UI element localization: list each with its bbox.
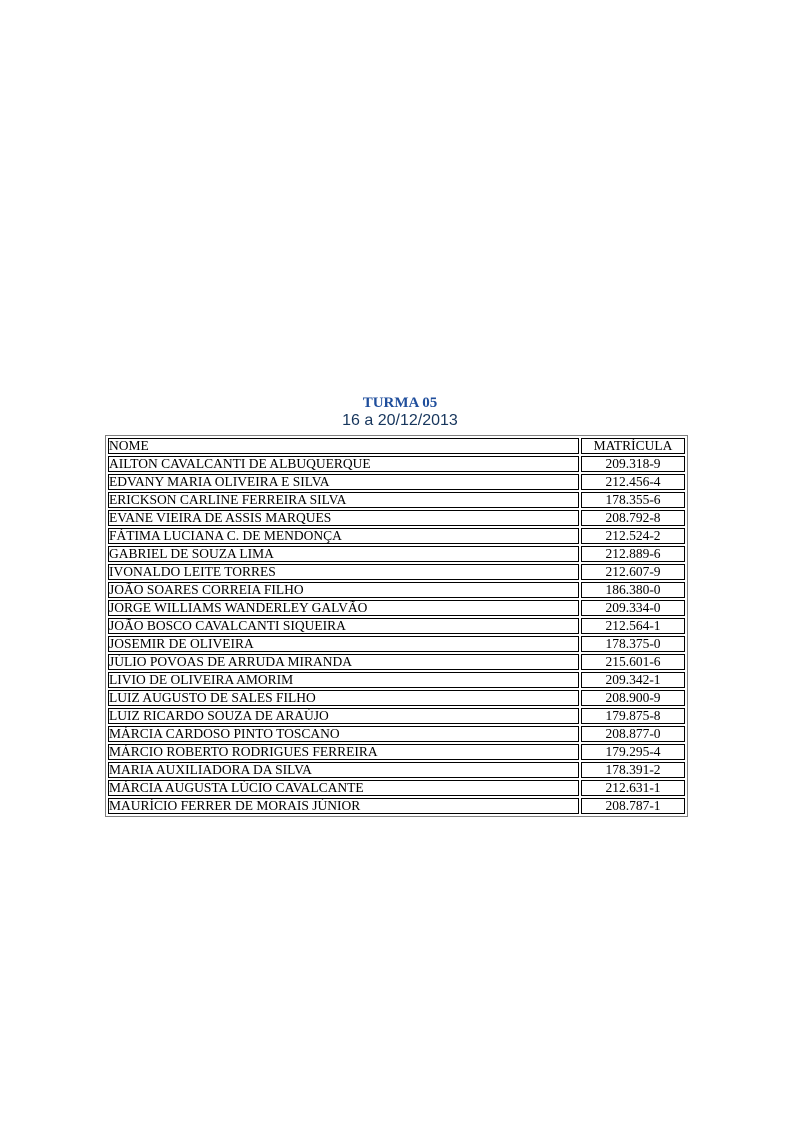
- student-name-cell: LUIZ AUGUSTO DE SALES FILHO: [108, 690, 579, 706]
- table-row: [108, 564, 685, 580]
- student-matricula-cell: 212.456-4: [581, 474, 685, 490]
- students-table: [105, 435, 688, 817]
- student-name-cell: FÁTIMA LUCIANA C. DE MENDONÇA: [108, 528, 579, 544]
- table-row: [108, 762, 685, 778]
- table-row: [108, 582, 685, 598]
- student-matricula-cell: 208.787-1: [581, 798, 685, 814]
- table-row: [108, 528, 685, 544]
- student-matricula-cell: 212.607-9: [581, 564, 685, 580]
- student-matricula-cell: 209.334-0: [581, 600, 685, 616]
- student-matricula-cell: 178.391-2: [581, 762, 685, 778]
- doc-subtitle: 16 a 20/12/2013: [342, 412, 458, 429]
- column-header-matricula: MATRÍCULA: [581, 438, 685, 454]
- student-name-cell: IVONALDO LEITE TORRES: [108, 564, 579, 580]
- student-name-cell: MÁRCIA AUGUSTA LÚCIO CAVALCANTE: [108, 780, 579, 796]
- table-row: [108, 636, 685, 652]
- student-name-cell: EVANE VIEIRA DE ASSIS MARQUES: [108, 510, 579, 526]
- student-matricula-cell: 208.792-8: [581, 510, 685, 526]
- table-row: [108, 618, 685, 634]
- student-name-cell: ERICKSON CARLINE FERREIRA SILVA: [108, 492, 579, 508]
- table-row: [108, 456, 685, 472]
- student-name-cell: JÚLIO POVOAS DE ARRUDA MIRANDA: [108, 654, 579, 670]
- table-row: [108, 672, 685, 688]
- table-row: [108, 510, 685, 526]
- table-row: [108, 474, 685, 490]
- student-matricula-cell: 209.318-9: [581, 456, 685, 472]
- table-row: [108, 600, 685, 616]
- student-matricula-cell: 212.631-1: [581, 780, 685, 796]
- student-name-cell: JOSEMIR DE OLIVEIRA: [108, 636, 579, 652]
- student-matricula-cell: 186.380-0: [581, 582, 685, 598]
- student-matricula-cell: 212.524-2: [581, 528, 685, 544]
- student-name-cell: LIVIO DE OLIVEIRA AMORIM: [108, 672, 579, 688]
- table-row: [108, 780, 685, 796]
- student-name-cell: MÁRCIO ROBERTO RODRIGUES FERREIRA: [108, 744, 579, 760]
- table-row: [108, 654, 685, 670]
- student-matricula-cell: 208.877-0: [581, 726, 685, 742]
- student-name-cell: LUIZ RICARDO SOUZA DE ARAÚJO: [108, 708, 579, 724]
- student-name-cell: JORGE WILLIAMS WANDERLEY GALVÃO: [108, 600, 579, 616]
- student-matricula-cell: 179.875-8: [581, 708, 685, 724]
- students-table-body: [108, 456, 685, 814]
- student-matricula-cell: 179.295-4: [581, 744, 685, 760]
- doc-title: TURMA 05: [362, 395, 438, 411]
- student-name-cell: MARIA AUXILIADORA DA SILVA: [108, 762, 579, 778]
- column-header-nome: NOME: [108, 438, 579, 454]
- student-name-cell: JOÃO BOSCO CAVALCANTI SIQUEIRA: [108, 618, 579, 634]
- table-row: [108, 546, 685, 562]
- student-name-cell: AILTON CAVALCANTI DE ALBUQUERQUE: [108, 456, 579, 472]
- student-matricula-cell: 215.601-6: [581, 654, 685, 670]
- student-name-cell: EDVANY MARIA OLIVEIRA E SILVA: [108, 474, 579, 490]
- student-name-cell: JOÃO SOARES CORREIA FILHO: [108, 582, 579, 598]
- table-row: [108, 708, 685, 724]
- student-name-cell: GABRIEL DE SOUZA LIMA: [108, 546, 579, 562]
- table-header-row: [108, 438, 685, 454]
- table-row: [108, 492, 685, 508]
- table-row: [108, 744, 685, 760]
- student-matricula-cell: 212.564-1: [581, 618, 685, 634]
- student-matricula-cell: 178.375-0: [581, 636, 685, 652]
- student-name-cell: MÁRCIA CARDOSO PINTO TOSCANO: [108, 726, 579, 742]
- student-matricula-cell: 178.355-6: [581, 492, 685, 508]
- table-row: [108, 726, 685, 742]
- table-row: [108, 798, 685, 814]
- student-matricula-cell: 209.342-1: [581, 672, 685, 688]
- student-matricula-cell: 212.889-6: [581, 546, 685, 562]
- student-name-cell: MAURÍCIO FERRER DE MORAIS JÚNIOR: [108, 798, 579, 814]
- student-matricula-cell: 208.900-9: [581, 690, 685, 706]
- table-row: [108, 690, 685, 706]
